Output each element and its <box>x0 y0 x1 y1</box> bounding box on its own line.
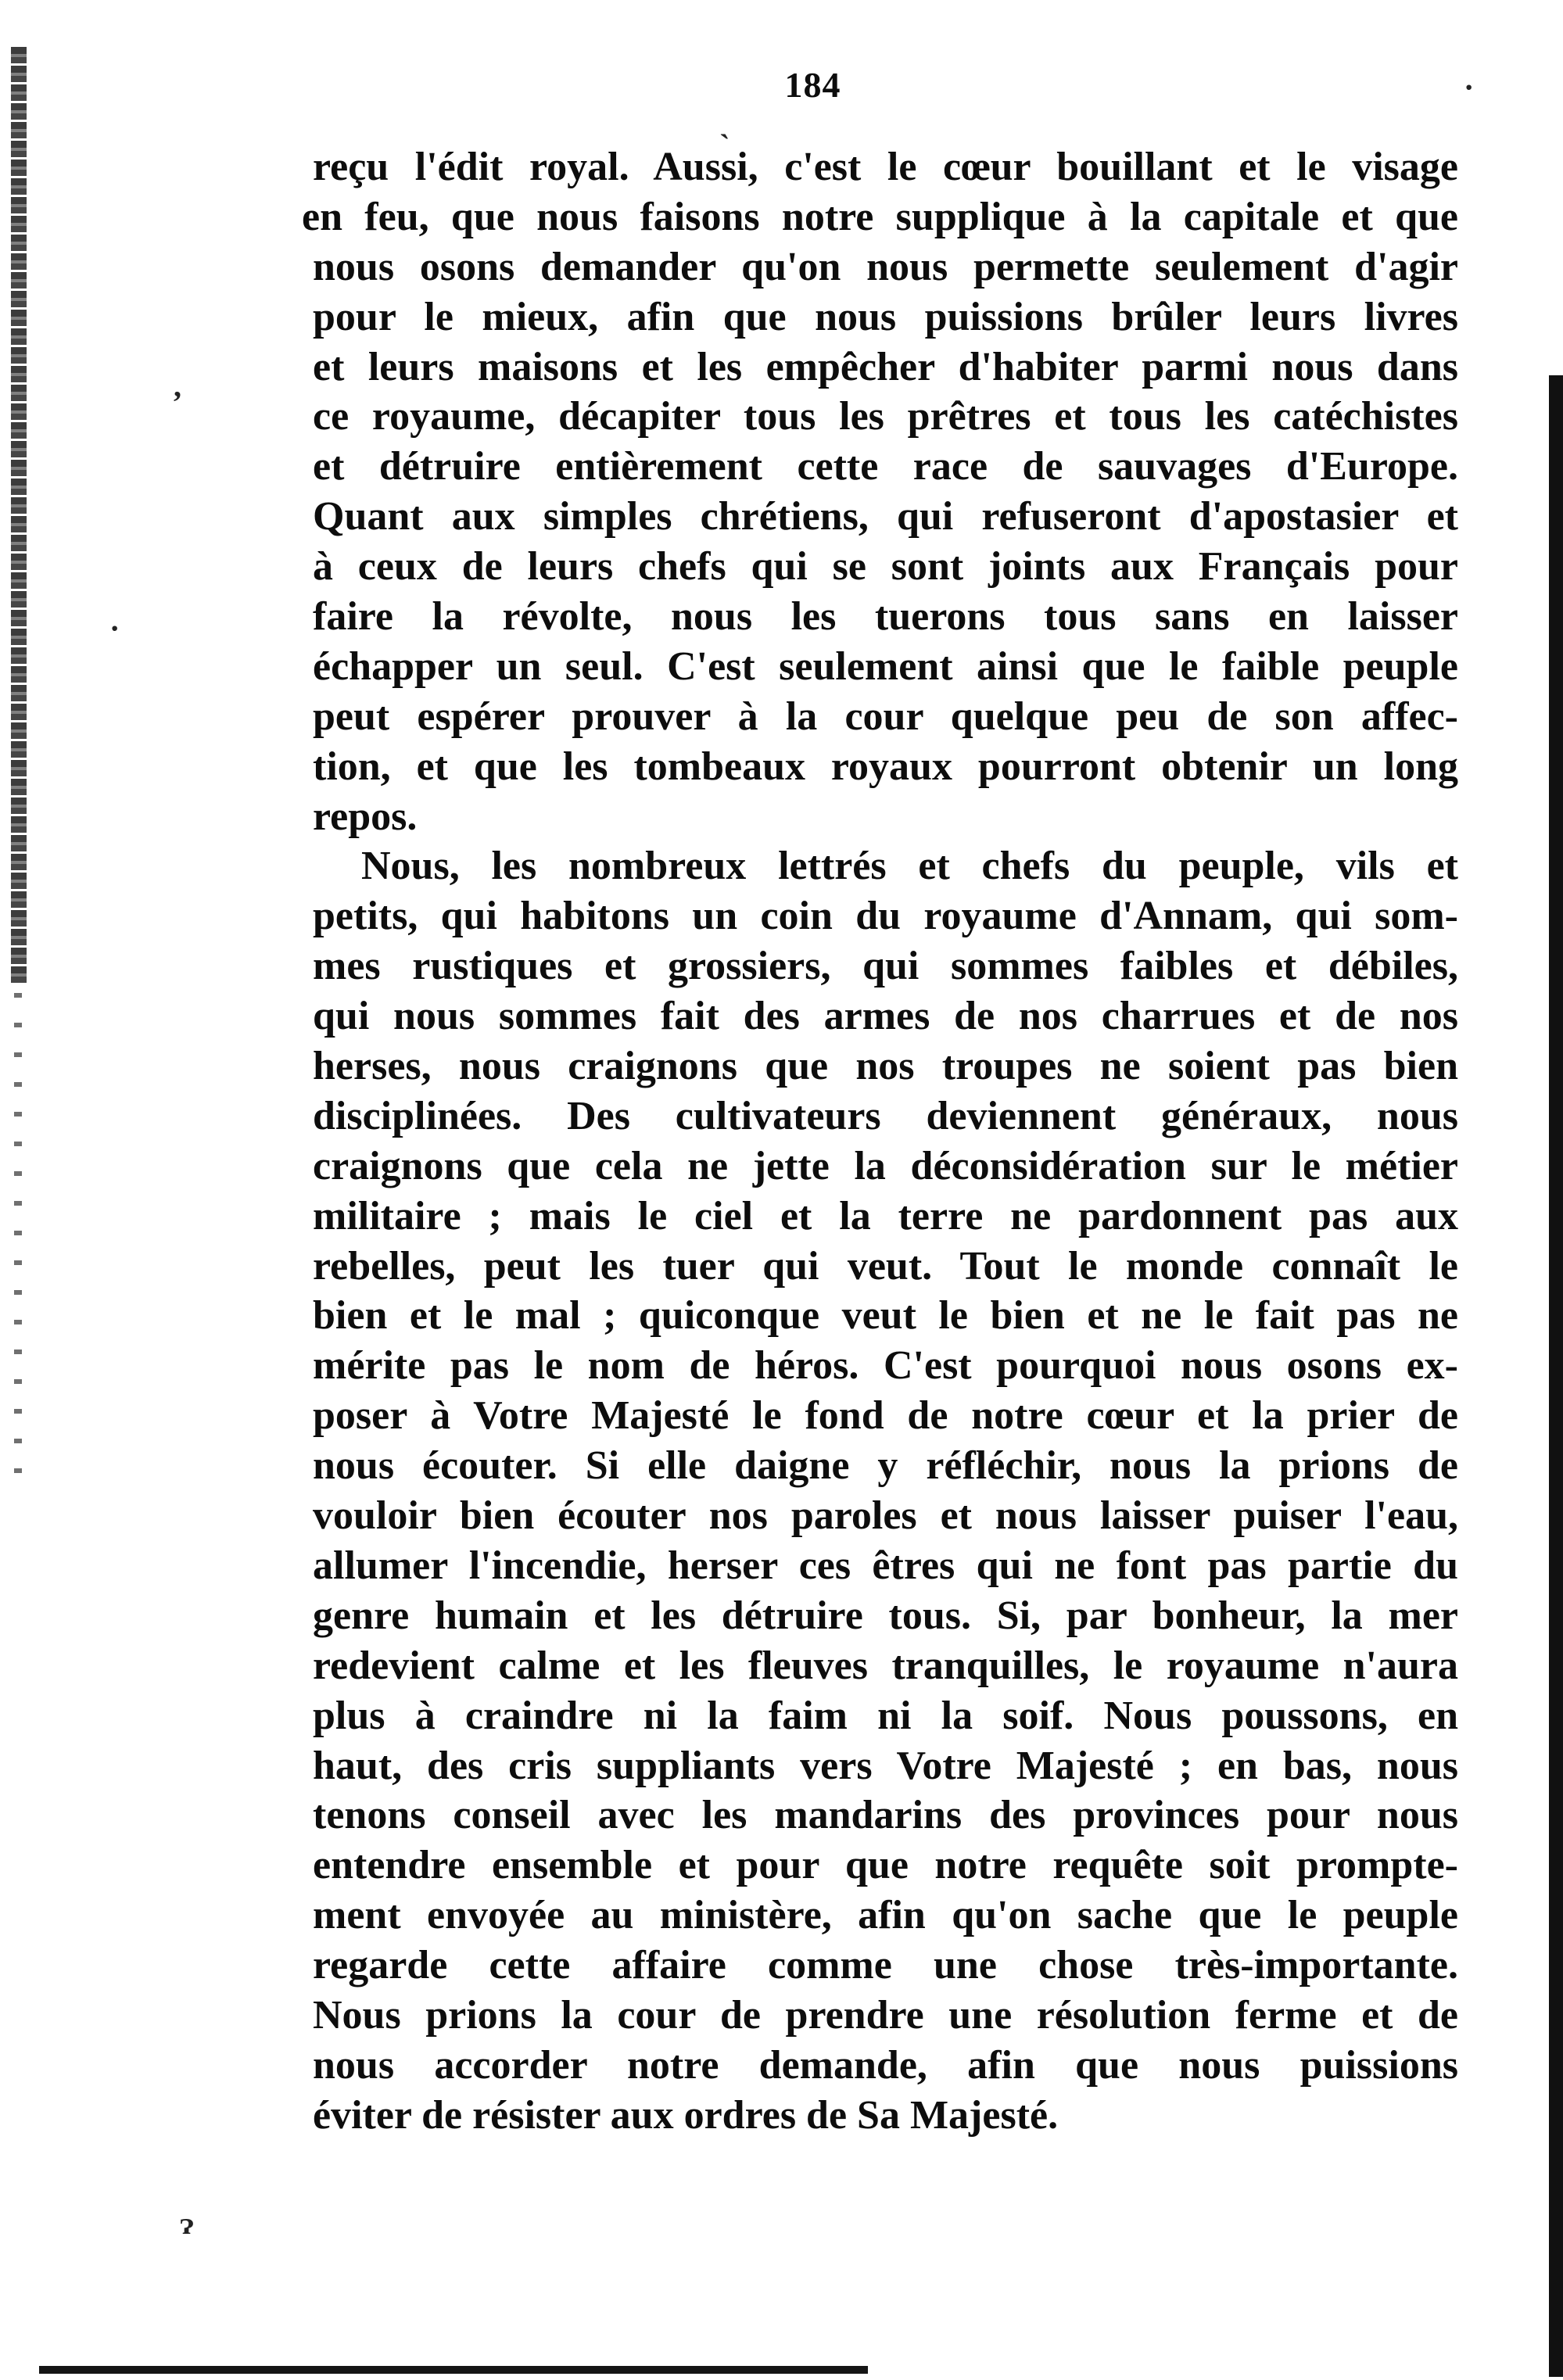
text-line: peut espérer prouver à la cour quelque peu de son affec- <box>313 694 1458 739</box>
text-line: éviter de résister aux ordres de Sa Majesté. <box>313 2092 1059 2138</box>
text-line: haut, des cris suppliants vers Votre Majesté ; en bas, nous <box>313 1743 1458 1788</box>
stray-ink-mark: , <box>174 368 181 403</box>
page-number: 184 <box>784 65 841 105</box>
text-line: repos. <box>313 794 418 839</box>
stray-ink-mark: ɂ <box>180 2206 195 2241</box>
text-line: genre humain et les détruire tous. Si, par bonheur, la mer <box>313 1593 1458 1638</box>
scan-left-dots-artifact <box>14 993 22 1478</box>
text-line: tenons conseil avec les mandarins des provinces pour nous <box>313 1793 1458 1838</box>
text-line: poser à Votre Majesté le fond de notre cœur et la prier de <box>313 1393 1458 1439</box>
text-line: Nous prions la cour de prendre une résolution ferme et de <box>313 1992 1458 2038</box>
text-line: nous écouter. Si elle daigne y réfléchir, nous la prions de <box>313 1443 1458 1489</box>
text-line: rebelles, peut les tuer qui veut. Tout le monde connaît le <box>313 1243 1458 1289</box>
text-line: allumer l'incendie, herser ces êtres qui ne font pas partie du <box>313 1543 1458 1588</box>
text-line: à ceux de leurs chefs qui se sont joints aux Français pour <box>313 544 1458 590</box>
scan-right-edge-artifact <box>1549 375 1563 2377</box>
text-line: pour le mieux, afin que nous puissions brûler leurs livres <box>313 294 1458 339</box>
text-line: qui nous sommes fait des armes de nos charrues et de nos <box>313 994 1458 1039</box>
stray-ink-mark: ˎ <box>719 104 730 139</box>
text-line: redevient calme et les fleuves tranquilles, le royaume n'aura <box>313 1643 1458 1688</box>
text-line: entendre ensemble et pour que notre requête soit prompte- <box>313 1843 1458 1888</box>
text-line: échapper un seul. C'est seulement ainsi que le faible peuple <box>313 643 1458 689</box>
text-line: et détruire entièrement cette race de sauvages d'Europe. <box>313 444 1458 489</box>
text-line: nous osons demander qu'on nous permette seulement d'agir <box>313 244 1458 289</box>
text-line: herses, nous craignons que nos troupes ne soient pas bien <box>313 1044 1458 1089</box>
text-line: Nous, les nombreux lettrés et chefs du peuple, vils et <box>361 844 1458 889</box>
text-line: faire la révolte, nous les tuerons tous sans en laisser <box>313 594 1458 640</box>
text-line: ment envoyée au ministère, afin qu'on sache que le peuple <box>313 1893 1458 1938</box>
text-line: mes rustiques et grossiers, qui sommes faibles et débiles, <box>313 944 1458 989</box>
text-line: ce royaume, décapiter tous les prêtres et tous les catéchistes <box>313 394 1458 439</box>
text-line: Quant aux simples chrétiens, qui refuseront d'apostasier et <box>313 494 1458 539</box>
text-line: regarde cette affaire comme une chose très-importante. <box>313 1943 1458 1988</box>
text-line: petits, qui habitons un coin du royaume d'Annam, qui som- <box>313 894 1458 939</box>
scan-left-edge-artifact <box>11 47 27 985</box>
text-line: nous accorder notre demande, afin que nous puissions <box>313 2042 1458 2088</box>
text-line: tion, et que les tombeaux royaux pourront obtenir un long <box>313 744 1458 789</box>
text-line: disciplinées. Des cultivateurs deviennent généraux, nous <box>313 1093 1458 1138</box>
stray-ink-mark: · <box>1464 70 1475 105</box>
text-line: militaire ; mais le ciel et la terre ne pardonnent pas aux <box>313 1193 1458 1238</box>
text-line: plus à craindre ni la faim ni la soif. Nous poussons, en <box>313 1693 1458 1738</box>
text-line: en feu, que nous faisons notre supplique à la capitale et que <box>302 194 1458 239</box>
text-line: reçu l'édit royal. Aussi, c'est le cœur bouillant et le visage <box>313 145 1458 189</box>
stray-ink-mark: · <box>109 611 120 646</box>
text-line: mérite pas le nom de héros. C'est pourquoi nous osons ex- <box>313 1343 1458 1389</box>
text-line: craignons que cela ne jette la déconsidération sur le métier <box>313 1143 1458 1188</box>
body-text <box>302 142 1458 2141</box>
text-line: vouloir bien écouter nos paroles et nous laisser puiser l'eau, <box>313 1493 1458 1539</box>
scan-bottom-edge-artifact <box>39 2366 868 2374</box>
text-line: bien et le mal ; quiconque veut le bien et ne le fait pas ne <box>313 1293 1458 1339</box>
text-line: et leurs maisons et les empêcher d'habiter parmi nous dans <box>313 344 1458 389</box>
